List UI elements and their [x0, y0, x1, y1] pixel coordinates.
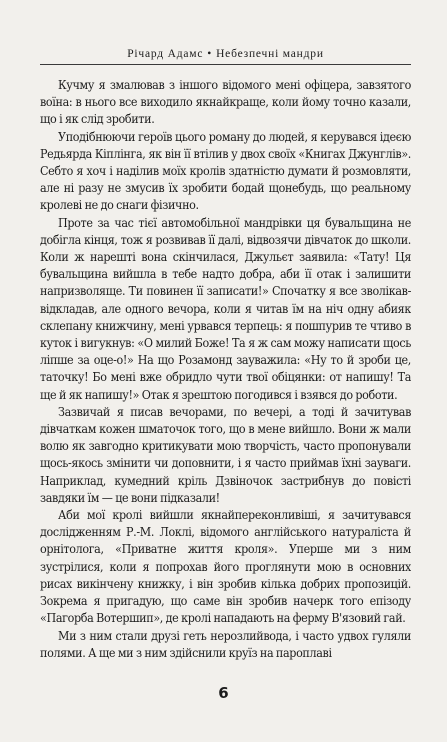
running-header [40, 44, 411, 65]
paragraph: Ми з ним стали друзі геть нерозлийвода, і часто удвох гуляли полями. А ще ми з ним здійснили круїз на пароплаві [40, 627, 411, 660]
paragraph: Кучму я змалював з іншого відомого мені офіцера, завзятого воїна: в нього все виходило якнайкраще, коли йому точно казали, що і як слід зробити. [40, 77, 411, 127]
page-body-text [40, 76, 411, 676]
paragraph: Аби мої кролі вийшли якнайпереконливіші, я зачитувався дослідженням Р.-М. Локлі, відомого англійського натураліста й орнітолога, «Приватне життя кроля». Уперше ми з ним зустрілися, коли я попрохав його проглянути мою в основних рисах викінчену книжку, і він зробив кілька добрих пропозицій. Зокрема я пригадую, що саме він зробив начерк того епізоду «Пагорба Вотершип», де кролі нападають на ферму В'язовий гай. [40, 507, 411, 626]
paragraph: Проте за час тієї автомобільної мандрівки ця бувальщина не добігла кінця, тож я розвивав її далі, відвозячи дівчаток до школи. Коли ж нарешті вона скінчилася, Джульєт заявила: «Тату! Ця бувальщина вийшла в тебе надто добра, аби її отак і залишити напризволяще. Ти повинен її записати!» Спочатку я все зволікав-відкладав, але одного вечора, коли я читав їм на ніч одну абияк склепану книжчину, мені урвався терпець: я пошпурив те чтиво в куток і вигукнув: «О милий Боже! Та я ж сам можу написати щось ліпше за оце-о!» На що Розамонд зауважила: «Ну то й зроби це, таточку! Бо мені вже обридло чути твої обіцянки: от напишу! Та ще й як напишу!» Отак я зрештою погодився і взявся до роботи. [40, 214, 411, 402]
paragraph: Уподібнюючи героїв цього роману до людей, я керувався ідеєю Редьярда Кіплінга, як він її втілив у двох своїх «Книгах Джунглів». Себто я хоч і наділив моїх кролів здатністю думати й розмовляти, але ні разу не змусив їх зробити бодай щонебудь, що реальному кролеві не до снаги фізично. [40, 128, 411, 213]
page-number: 6 [218, 684, 229, 702]
header-book-title: Небезпечні мандри [216, 48, 324, 60]
header-author: Річард Адамс [127, 48, 204, 60]
paragraph: Зазвичай я писав вечорами, по вечері, а тоді й зачитував дівчаткам кожен шматочок того, що в мене вийшло. Вони ж мали волю як завгодно критикувати мою творчість, часто пропонували щось-якось змінити чи доповнити, і я часто приймав їхні зауваги. Наприклад, кумедний кріль Дзвіночок застрибнув до повісті завдяки їм — це вони підказали! [40, 403, 411, 505]
header-separator: • [207, 48, 213, 60]
